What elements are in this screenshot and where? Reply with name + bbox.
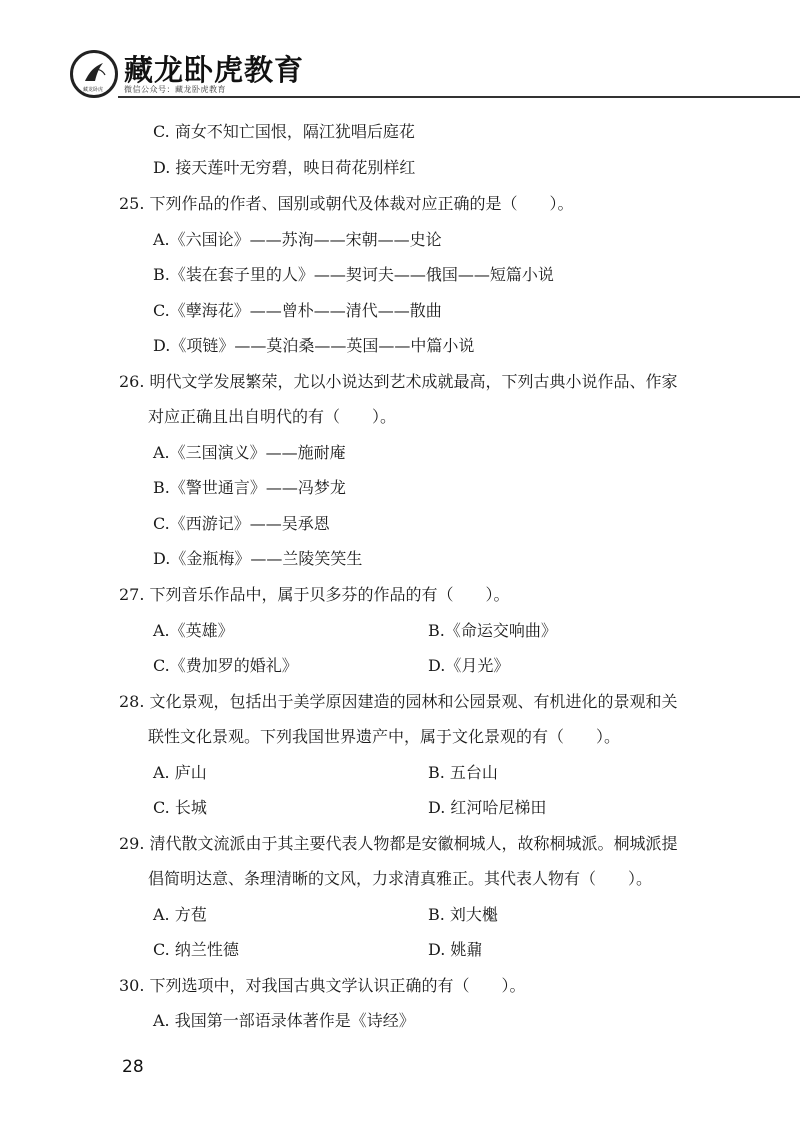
option-line: D. 接天莲叶无穷碧，映日荷花别样红 — [153, 158, 416, 177]
option-line: A. 我国第一部语录体著作是《诗经》 — [153, 1011, 415, 1030]
option-line: C. 商女不知亡国恨，隔江犹唱后庭花 — [153, 122, 415, 141]
option-line: C.《费加罗的婚礼》 — [153, 656, 298, 675]
option-line: B.《装在套子里的人》——契诃夫——俄国——短篇小说 — [153, 265, 554, 284]
option-line: D.《月光》 — [428, 656, 510, 675]
option-line: A.《英雄》 — [153, 621, 234, 640]
header-divider — [118, 96, 800, 98]
question-26: 26. 明代文学发展繁荣，尤以小说达到艺术成就最高，下列古典小说作品、作家 — [119, 372, 678, 391]
question-29-continued: 倡简明达意、条理清晰的文风，力求清真雅正。其代表人物有（ ）。 — [148, 869, 653, 888]
brand-title: 藏龙卧虎教育 — [124, 53, 305, 87]
question-28-continued: 联性文化景观。下列我国世界遗产中，属于文化景观的有（ ）。 — [148, 727, 621, 746]
option-line: B. 五台山 — [428, 763, 498, 782]
option-line: A. 方苞 — [153, 905, 207, 924]
question-26-continued: 对应正确且出自明代的有（ ）。 — [148, 407, 397, 426]
option-line: C.《孽海花》——曾朴——清代——散曲 — [153, 301, 442, 320]
logo — [70, 50, 118, 98]
option-line: C.《西游记》——吴承恩 — [153, 514, 330, 533]
page-header — [0, 0, 800, 110]
logo-text: 藏龙卧虎 — [83, 87, 104, 93]
bird-logo-icon — [81, 59, 109, 85]
option-line: D. 红河哈尼梯田 — [428, 798, 547, 817]
brand-subtitle: 微信公众号：藏龙卧虎教育 — [124, 85, 226, 94]
option-line: A.《三国演义》——施耐庵 — [153, 443, 346, 462]
option-line: A. 庐山 — [153, 763, 207, 782]
option-line: B. 刘大櫆 — [428, 905, 498, 924]
question-28: 28. 文化景观，包括出于美学原因建造的园林和公园景观、有机进化的景观和关 — [119, 692, 678, 711]
option-line: D. 姚鼐 — [428, 940, 483, 959]
question-27: 27. 下列音乐作品中，属于贝多芬的作品的有（ ）。 — [119, 585, 510, 604]
option-line: A.《六国论》——苏洵——宋朝——史论 — [153, 230, 442, 249]
page-number: 28 — [122, 1057, 144, 1077]
option-line: B.《命运交响曲》 — [428, 621, 557, 640]
option-line: C. 纳兰性德 — [153, 940, 239, 959]
question-30: 30. 下列选项中，对我国古典文学认识正确的有（ ）。 — [119, 976, 526, 995]
option-line: B.《警世通言》——冯梦龙 — [153, 478, 346, 497]
question-25: 25. 下列作品的作者、国别或朝代及体裁对应正确的是（ ）。 — [119, 194, 574, 213]
option-line: C. 长城 — [153, 798, 207, 817]
option-line: D.《项链》——莫泊桑——英国——中篇小说 — [153, 336, 475, 355]
option-line: D.《金瓶梅》——兰陵笑笑生 — [153, 549, 363, 568]
question-29: 29. 清代散文流派由于其主要代表人物都是安徽桐城人，故称桐城派。桐城派提 — [119, 834, 678, 853]
